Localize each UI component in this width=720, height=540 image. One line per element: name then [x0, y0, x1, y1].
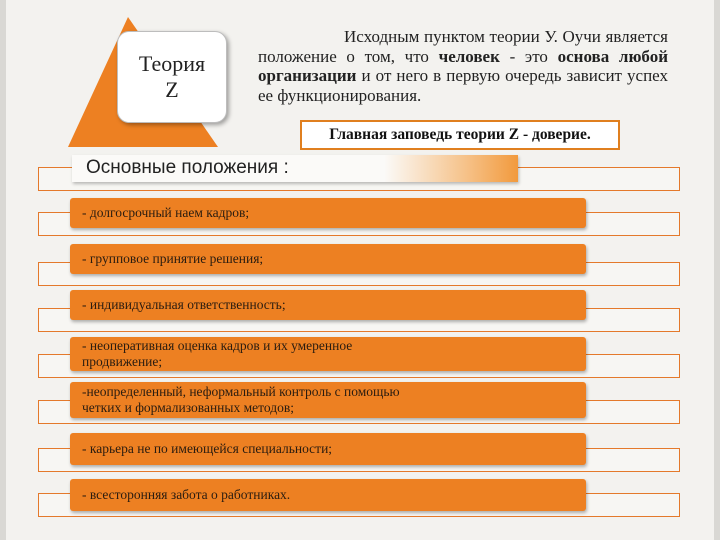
intro-text-2: - это — [499, 46, 558, 66]
theory-z-title: Теория — [138, 51, 206, 76]
section-header: Основные положения : — [86, 157, 289, 178]
list-item-text: -неопределенный, неформальный контроль с помощью четких и формализованных методов; — [82, 384, 400, 415]
intro-text-1: Исходным пунктом теории У. Оучи является положение о том, что — [258, 27, 668, 66]
list-item — [70, 479, 586, 511]
list-item — [70, 337, 586, 371]
theory-z-box — [117, 31, 227, 123]
intro-bold-2: основа любой организации — [258, 46, 669, 85]
main-commandment-text: Главная заповедь теории Z - доверие. — [329, 126, 591, 143]
theory-z-letter: Z — [165, 77, 179, 102]
list-item — [70, 382, 586, 418]
main-commandment-box — [300, 120, 620, 150]
intro-bold-1: человек — [438, 46, 500, 66]
frame-right — [714, 0, 720, 540]
list-item-text: - неоперативная оценка кадров и их умеренное продвижение; — [82, 338, 353, 369]
list-item-text: - долгосрочный наем кадров; — [82, 205, 250, 220]
list-item — [70, 244, 586, 274]
list-item-text: - всесторонняя забота о работниках. — [82, 487, 291, 502]
list-item-text: - групповое принятие решения; — [82, 251, 264, 266]
frame-left — [0, 0, 6, 540]
intro-paragraph — [258, 27, 668, 105]
list-item-text: - карьера не по имеющейся специальности; — [82, 441, 333, 456]
list-item — [70, 433, 586, 465]
list-item-text: - индивидуальная ответственность; — [82, 297, 286, 312]
intro-text-3: и от него в первую очередь зависит успех ее функционирования. — [258, 66, 668, 105]
list-item — [70, 290, 586, 320]
list-item — [70, 198, 586, 228]
